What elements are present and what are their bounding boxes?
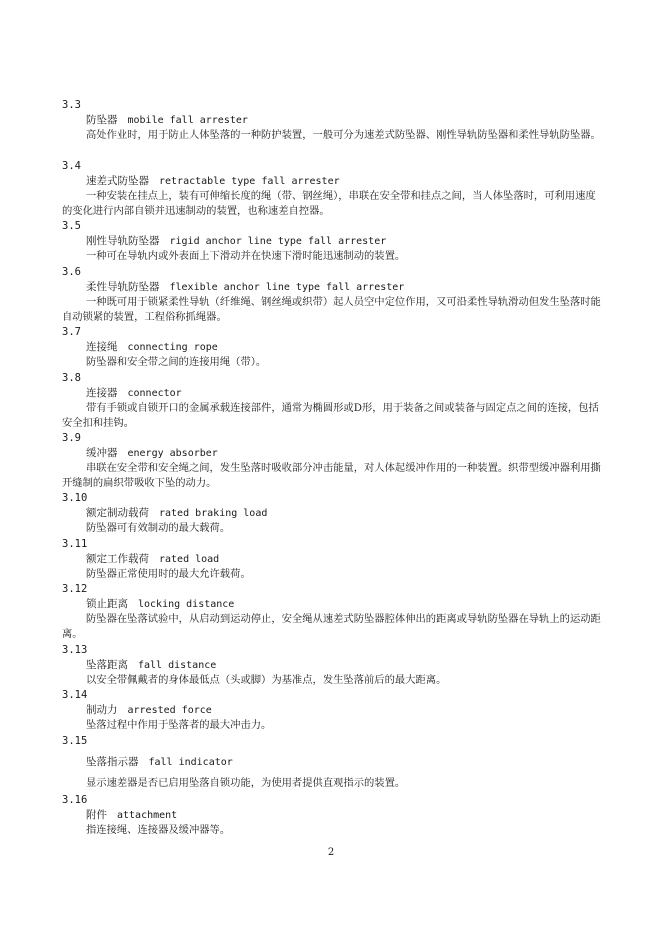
term-english: locking distance: [138, 599, 235, 610]
term-chinese: 额定工作载荷: [86, 553, 149, 565]
term-entry-3-5: [62, 219, 602, 264]
clause-number: 3.13: [62, 644, 88, 656]
term-definition: 防坠器可有效制动的最大载荷。: [86, 522, 231, 534]
clause-number: 3.9: [62, 432, 81, 444]
term-english: rated braking load: [159, 508, 268, 519]
term-definition: 一种既可用于锁紧柔性导轨（纤维绳、钢丝绳或织带）起人员空中定位作用，又可沿柔性导轨滑动但发生坠落时能自动锁紧的装置，工程俗称抓绳器。: [62, 296, 601, 324]
term-english: arrested force: [127, 705, 212, 716]
page-number: 2: [327, 847, 335, 858]
term-entry-3-3: [62, 98, 602, 143]
term-heading: [86, 446, 602, 461]
term-definition: 带有手锁或自锁开口的金属承载连接部件，通常为椭圆形或D形，用于装备之间或装备与固定点之间的连接，包括安全扣和挂钩。: [62, 402, 599, 430]
term-heading: [86, 597, 602, 612]
term-english: energy absorber: [127, 448, 218, 459]
clause-number: 3.7: [62, 326, 81, 338]
term-english: rated load: [159, 554, 220, 565]
term-definition: 防坠器正常使用时的最大允许载荷。: [86, 568, 251, 580]
term-chinese: 坠落距离: [86, 659, 128, 671]
clause-number: 3.15: [62, 735, 88, 747]
term-chinese: 附件: [86, 809, 107, 821]
clause-number: 3.14: [62, 689, 88, 701]
term-chinese: 速差式防坠器: [86, 175, 149, 187]
term-english: mobile fall arrester: [127, 115, 248, 126]
term-heading: [86, 552, 602, 567]
term-english: connector: [127, 388, 182, 399]
term-english: connecting rope: [127, 342, 218, 353]
term-entry-3-4: [62, 159, 602, 219]
term-heading: [86, 506, 602, 521]
clause-number: 3.4: [62, 160, 81, 172]
term-definition: 一种安装在挂点上，装有可伸缩长度的绳（带、钢丝绳），串联在安全带和挂点之间，当人体坠落时，可利用速度的变化进行内部自锁并迅速制动的装置，也称速差自控器。: [62, 190, 596, 218]
term-english: rigid anchor line type fall arrester: [169, 236, 387, 247]
term-heading: [86, 174, 602, 189]
term-definition: 防坠器和安全带之间的连接用绳（带）。: [86, 356, 267, 368]
term-chinese: 连接绳: [86, 341, 118, 353]
term-english: fall indicator: [148, 757, 233, 768]
term-entry-3-13: [62, 643, 602, 688]
term-english: retractable type fall arrester: [159, 176, 340, 187]
term-heading: [86, 755, 602, 770]
term-heading: [86, 113, 602, 128]
clause-number: 3.11: [62, 538, 88, 550]
clause-number: 3.8: [62, 372, 81, 384]
term-entry-3-12: [62, 582, 602, 642]
term-chinese: 防坠器: [86, 114, 118, 126]
term-chinese: 缓冲器: [86, 447, 118, 459]
term-english: fall distance: [138, 660, 217, 671]
term-definition: 防坠器在坠落试验中，从启动到运动停止，安全绳从速差式防坠器腔体伸出的距离或导轨防坠器在导轨上的运动距离。: [62, 613, 601, 641]
term-entry-3-14: [62, 688, 602, 733]
term-chinese: 锁止距离: [86, 598, 128, 610]
term-definition: 一种可在导轨内或外表面上下滑动并在快速下滑时能迅速制动的装置。: [86, 250, 406, 262]
term-heading: [86, 658, 602, 673]
term-chinese: 坠落指示器: [86, 756, 139, 768]
term-heading: [86, 703, 602, 718]
term-chinese: 刚性导轨防坠器: [86, 235, 160, 247]
term-definition: 指连接绳、连接器及缓冲器等。: [86, 824, 231, 836]
term-definition: 高处作业时，用于防止人体坠落的一种防护装置，一般可分为速差式防坠器、刚性导轨防坠器和柔性导轨防坠器。: [86, 129, 601, 141]
term-english: flexible anchor line type fall arrester: [169, 282, 405, 293]
term-entry-3-10: [62, 491, 602, 536]
term-entry-3-8: [62, 371, 602, 431]
clause-number: 3.10: [62, 492, 88, 504]
term-entry-3-6: [62, 265, 602, 325]
term-entry-3-11: [62, 537, 602, 582]
clause-number: 3.3: [62, 99, 81, 111]
term-english: attachment: [117, 810, 178, 821]
term-heading: [86, 386, 602, 401]
term-chinese: 制动力: [86, 704, 118, 716]
term-heading: [86, 234, 602, 249]
term-chinese: 连接器: [86, 387, 118, 399]
term-chinese: 额定制动载荷: [86, 507, 149, 519]
term-definition: 显示速差器是否已启用坠落自锁功能，为使用者提供直观指示的装置。: [86, 777, 406, 789]
term-entry-3-15: [62, 734, 602, 791]
term-definition: 以安全带佩戴者的身体最低点（头或脚）为基准点，发生坠落前后的最大距离。: [86, 674, 447, 686]
term-definition: 坠落过程中作用于坠落者的最大冲击力。: [86, 719, 272, 731]
term-chinese: 柔性导轨防坠器: [86, 281, 160, 293]
term-definition: 串联在安全带和安全绳之间，发生坠落时吸收部分冲击能量，对人体起缓冲作用的一种装置。织带型缓冲器利用撕开缝制的扁织带吸收下坠的动力。: [62, 462, 601, 490]
term-heading: [86, 280, 602, 295]
term-entry-3-9: [62, 431, 602, 491]
clause-number: 3.6: [62, 266, 81, 278]
term-heading: [86, 808, 602, 823]
term-entry-3-16: [62, 793, 602, 838]
clause-number: 3.5: [62, 220, 81, 232]
term-entry-3-7: [62, 325, 602, 370]
term-heading: [86, 340, 602, 355]
clause-number: 3.12: [62, 583, 88, 595]
clause-number: 3.16: [62, 794, 88, 806]
